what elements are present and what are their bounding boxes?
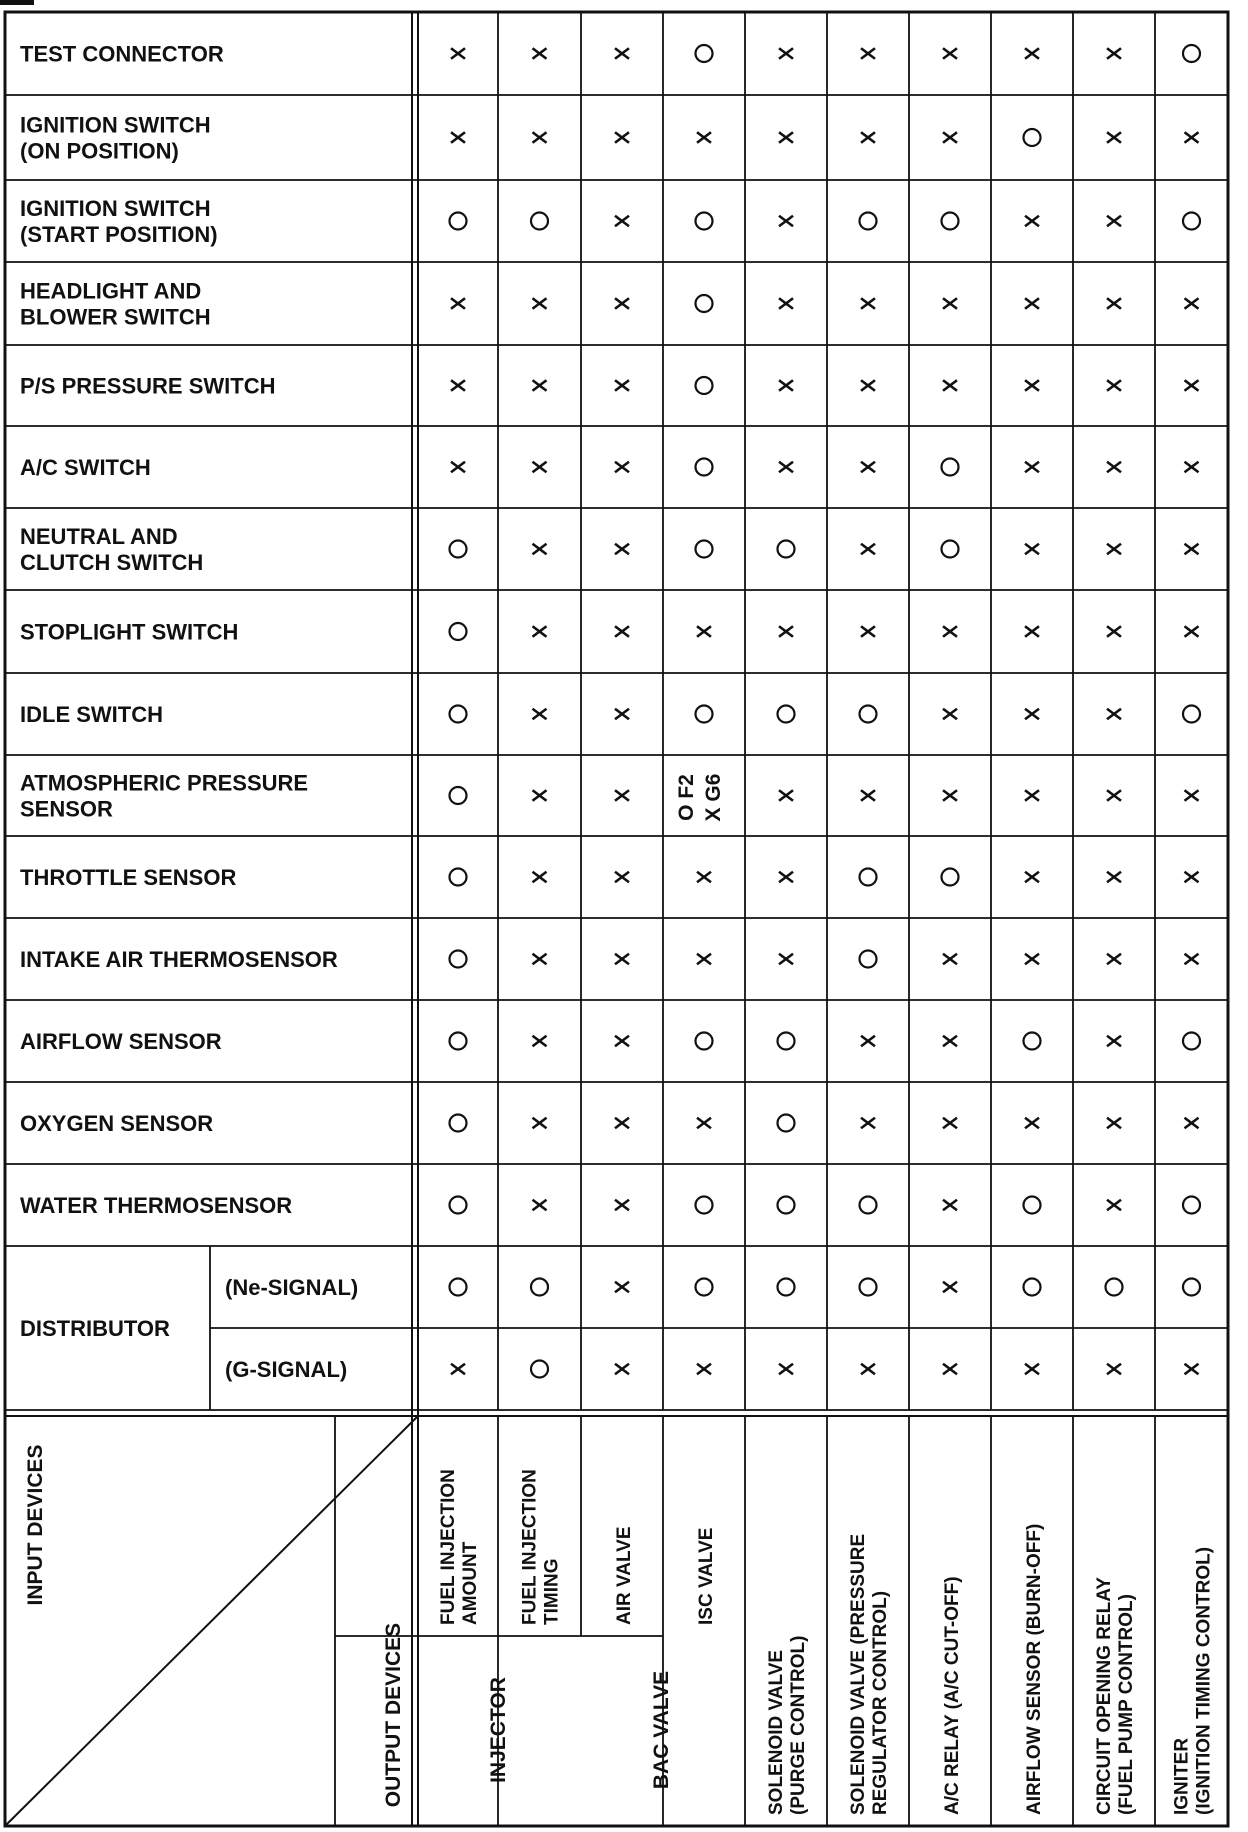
cell-yes-mark [942, 869, 959, 886]
cell-no-mark [1107, 626, 1121, 637]
row-label: WATER THERMOSENSOR [20, 1193, 293, 1218]
row-label: ATMOSPHERIC PRESSURE [20, 770, 309, 796]
cell-no-mark [943, 1118, 957, 1129]
cell-yes-mark [778, 1279, 795, 1296]
cell-no-mark [1185, 954, 1199, 965]
cell-yes-mark [778, 1197, 795, 1214]
row-label: HEADLIGHT AND [20, 278, 202, 304]
cell-yes-mark [450, 869, 467, 886]
cell-no-mark [1185, 1364, 1199, 1375]
row-label: A/C SWITCH [20, 455, 151, 480]
cell-no-mark [451, 1364, 465, 1375]
cell-no-mark [615, 954, 629, 965]
distributor-label: DISTRIBUTOR [20, 1316, 170, 1341]
cell-no-mark [1025, 380, 1039, 391]
cell-no-mark [1107, 48, 1121, 59]
cell-yes-mark [860, 869, 877, 886]
cell-no-mark [533, 790, 547, 801]
cell-no-mark [615, 872, 629, 883]
cell-no-mark [779, 626, 793, 637]
cell-no-mark [1107, 544, 1121, 555]
cell-no-mark [1185, 298, 1199, 309]
cell-no-mark [1107, 872, 1121, 883]
row-label: P/S PRESSURE SWITCH [20, 373, 276, 399]
cell-no-mark [615, 626, 629, 637]
cell-no-mark [1107, 1036, 1121, 1047]
cell-yes-mark [1024, 1279, 1041, 1296]
cell-no-mark [533, 626, 547, 637]
cell-no-mark [861, 544, 875, 555]
cell-no-mark [943, 298, 957, 309]
distributor-signal-label: (G-SIGNAL) [225, 1357, 348, 1382]
cell-no-mark [861, 1118, 875, 1129]
row-label: THROTTLE SENSOR [20, 865, 237, 890]
cell-no-mark [533, 380, 547, 391]
cell-no-mark [779, 1364, 793, 1375]
cell-no-mark [1025, 626, 1039, 637]
cell-yes-mark [450, 1033, 467, 1050]
cell-yes-mark [1183, 1197, 1200, 1214]
cell-no-mark [861, 132, 875, 143]
cell-no-mark [1107, 790, 1121, 801]
cell-no-mark [943, 48, 957, 59]
row-label: (ON POSITION) [20, 138, 179, 164]
cell-no-mark [1025, 544, 1039, 555]
cell-no-mark [861, 380, 875, 391]
cell-no-mark [451, 48, 465, 59]
cell-no-mark [451, 132, 465, 143]
cell-no-mark [533, 1036, 547, 1047]
cell-no-mark [533, 544, 547, 555]
cell-yes-mark [1024, 1033, 1041, 1050]
cell-no-mark [1107, 216, 1121, 227]
cell-no-mark [943, 626, 957, 637]
cell-yes-mark [860, 1279, 877, 1296]
cell-no-mark [943, 1200, 957, 1211]
cell-no-mark [1107, 954, 1121, 965]
output-device-label: FUEL INJECTION [519, 1469, 541, 1625]
cell-yes-mark [1183, 706, 1200, 723]
cell-no-mark [697, 132, 711, 143]
cell-no-mark [615, 1364, 629, 1375]
cell-no-mark [1025, 790, 1039, 801]
row-label: OXYGEN SENSOR [20, 1111, 214, 1136]
cell-no-mark [861, 1036, 875, 1047]
cell-no-mark [1185, 380, 1199, 391]
row-label: CLUTCH SWITCH [20, 550, 204, 575]
cell-no-mark [779, 298, 793, 309]
cell-no-mark [779, 380, 793, 391]
cell-no-mark [943, 790, 957, 801]
cell-no-mark [533, 709, 547, 720]
cell-no-mark [1107, 1118, 1121, 1129]
cell-no-mark [615, 462, 629, 473]
cell-yes-mark [696, 377, 713, 394]
cell-yes-mark [1024, 129, 1041, 146]
cell-yes-mark [531, 213, 548, 230]
cell-no-mark [533, 954, 547, 965]
cell-yes-mark [450, 1279, 467, 1296]
output-device-label: REGULATOR CONTROL) [870, 1590, 891, 1815]
cell-yes-mark [860, 213, 877, 230]
cell-no-mark [861, 462, 875, 473]
cell-no-mark [615, 1036, 629, 1047]
cell-no-mark [451, 462, 465, 473]
cell-yes-mark [696, 1197, 713, 1214]
cell-no-mark [779, 954, 793, 965]
cell-yes-mark [1183, 1279, 1200, 1296]
cell-no-mark [697, 1364, 711, 1375]
cell-no-mark [615, 790, 629, 801]
output-device-label: (IGNITION TIMING CONTROL) [1193, 1546, 1215, 1815]
cell-no-mark [533, 132, 547, 143]
cell-yes-mark [450, 706, 467, 723]
cell-no-mark [861, 48, 875, 59]
cell-no-mark [943, 954, 957, 965]
cell-no-mark [861, 298, 875, 309]
cell-no-mark [615, 1200, 629, 1211]
cell-yes-mark [1183, 45, 1200, 62]
cell-no-mark [779, 790, 793, 801]
cell-no-mark [1025, 48, 1039, 59]
cell-yes-mark [942, 541, 959, 558]
cell-no-mark [1107, 1364, 1121, 1375]
distributor-signal-label: (Ne-SIGNAL) [225, 1275, 359, 1300]
cell-no-mark [697, 872, 711, 883]
row-label: TEST CONNECTOR [20, 41, 224, 67]
cell-no-mark [615, 1118, 629, 1129]
cell-no-mark [615, 1282, 629, 1293]
cell-yes-mark [696, 541, 713, 558]
row-label: IDLE SWITCH [20, 702, 163, 727]
cell-yes-mark [696, 45, 713, 62]
row-label: SENSOR [20, 796, 113, 822]
cell-no-mark [861, 790, 875, 801]
output-device-label: FUEL INJECTION [438, 1469, 459, 1625]
cell-no-mark [943, 709, 957, 720]
cell-no-mark [779, 132, 793, 143]
row-label: IGNITION SWITCH [20, 112, 211, 138]
cell-yes-mark [450, 213, 467, 230]
cell-yes-mark [696, 1279, 713, 1296]
cell-yes-mark [531, 1279, 548, 1296]
cell-yes-mark [778, 1115, 795, 1132]
output-device-label: AMOUNT [460, 1541, 481, 1625]
cell-yes-mark [450, 787, 467, 804]
row-label: NEUTRAL AND [20, 524, 178, 549]
cell-no-mark [1185, 544, 1199, 555]
cell-no-mark [779, 872, 793, 883]
row-label: AIRFLOW SENSOR [20, 1029, 222, 1054]
cell-no-mark [1025, 216, 1039, 227]
cell-no-mark [697, 626, 711, 637]
cell-no-mark [451, 298, 465, 309]
cell-yes-mark [531, 1361, 548, 1378]
cell-yes-mark [450, 1115, 467, 1132]
output-device-label: (FUEL PUMP CONTROL) [1116, 1594, 1137, 1815]
cell-yes-mark [942, 213, 959, 230]
cell-no-mark [615, 132, 629, 143]
output-device-label: AIRFLOW SENSOR (BURN-OFF) [1024, 1523, 1045, 1815]
cell-no-mark [533, 462, 547, 473]
cell-no-mark [615, 216, 629, 227]
cell-no-mark [1025, 709, 1039, 720]
cell-no-mark [533, 872, 547, 883]
cell-no-mark [1025, 954, 1039, 965]
cell-yes-mark [450, 951, 467, 968]
cell-no-mark [615, 380, 629, 391]
row-label: INTAKE AIR THERMOSENSOR [20, 947, 338, 972]
cell-no-mark [533, 1118, 547, 1129]
cell-yes-mark [696, 1033, 713, 1050]
cell-no-mark [861, 626, 875, 637]
cell-yes-mark [696, 706, 713, 723]
cell-no-mark [1025, 462, 1039, 473]
cell-yes-mark [860, 951, 877, 968]
corner-diagonal-line [5, 1416, 418, 1826]
cell-no-mark [943, 132, 957, 143]
cell-no-mark [533, 1200, 547, 1211]
cell-yes-mark [1106, 1279, 1123, 1296]
cell-no-mark [779, 216, 793, 227]
cell-yes-mark [778, 706, 795, 723]
output-device-label: AIR VALVE [614, 1526, 635, 1625]
cell-no-mark [943, 1364, 957, 1375]
cell-no-mark [1025, 872, 1039, 883]
cell-yes-mark [696, 295, 713, 312]
cell-no-mark [1025, 298, 1039, 309]
cell-no-mark [1185, 790, 1199, 801]
input-devices-label: INPUT DEVICES [24, 1444, 47, 1606]
output-device-label: (PURGE CONTROL) [788, 1635, 809, 1815]
cell-no-mark [1025, 1364, 1039, 1375]
cell-no-mark [451, 380, 465, 391]
output-device-label: SOLENOID VALVE (PRESSURE [848, 1533, 869, 1815]
cell-yes-mark [696, 213, 713, 230]
cell-no-mark [615, 298, 629, 309]
output-device-label: SOLENOID VALVE [766, 1649, 787, 1815]
row-label: (START POSITION) [20, 222, 218, 247]
cell-yes-mark [450, 623, 467, 640]
cell-no-mark [533, 298, 547, 309]
cell-yes-mark [778, 1033, 795, 1050]
cell-yes-mark [696, 459, 713, 476]
cell-yes-mark [860, 1197, 877, 1214]
cell-no-mark [615, 544, 629, 555]
cell-no-mark [1185, 872, 1199, 883]
atmospheric-isc-note: O F2 [675, 774, 698, 821]
cell-yes-mark [1024, 1197, 1041, 1214]
cell-yes-mark [778, 541, 795, 558]
cell-no-mark [1185, 132, 1199, 143]
group-label-bac-valve: BAC VALVE [650, 1670, 673, 1790]
cell-no-mark [1107, 709, 1121, 720]
cell-no-mark [943, 1036, 957, 1047]
cell-no-mark [943, 1282, 957, 1293]
cell-no-mark [943, 380, 957, 391]
cell-no-mark [1185, 1118, 1199, 1129]
cell-yes-mark [942, 459, 959, 476]
cell-no-mark [533, 48, 547, 59]
cell-no-mark [861, 1364, 875, 1375]
cell-no-mark [1107, 132, 1121, 143]
row-label: IGNITION SWITCH [20, 196, 211, 221]
cell-no-mark [615, 48, 629, 59]
row-label: STOPLIGHT SWITCH [20, 619, 239, 645]
cell-no-mark [697, 1118, 711, 1129]
group-label-injector: INJECTOR [487, 1677, 510, 1783]
cell-yes-mark [1183, 213, 1200, 230]
cell-no-mark [1107, 380, 1121, 391]
cell-yes-mark [1183, 1033, 1200, 1050]
cell-yes-mark [860, 706, 877, 723]
cell-yes-mark [450, 541, 467, 558]
output-devices-label: OUTPUT DEVICES [382, 1622, 405, 1808]
output-device-label: A/C RELAY (A/C CUT-OFF) [942, 1576, 963, 1815]
cell-no-mark [1185, 626, 1199, 637]
cell-no-mark [1107, 298, 1121, 309]
cell-no-mark [779, 462, 793, 473]
cell-no-mark [1185, 462, 1199, 473]
atmospheric-isc-note: X G6 [702, 773, 725, 822]
output-device-label: TIMING [541, 1558, 563, 1625]
row-label: BLOWER SWITCH [20, 304, 211, 330]
output-device-label: CIRCUIT OPENING RELAY [1094, 1577, 1115, 1815]
cell-no-mark [779, 48, 793, 59]
cell-no-mark [1107, 1200, 1121, 1211]
output-device-label: ISC VALVE [696, 1527, 717, 1625]
cell-no-mark [1025, 1118, 1039, 1129]
output-device-label: IGNITER [1171, 1737, 1193, 1815]
cell-no-mark [615, 709, 629, 720]
cell-no-mark [697, 954, 711, 965]
cell-no-mark [1107, 462, 1121, 473]
cell-yes-mark [450, 1197, 467, 1214]
